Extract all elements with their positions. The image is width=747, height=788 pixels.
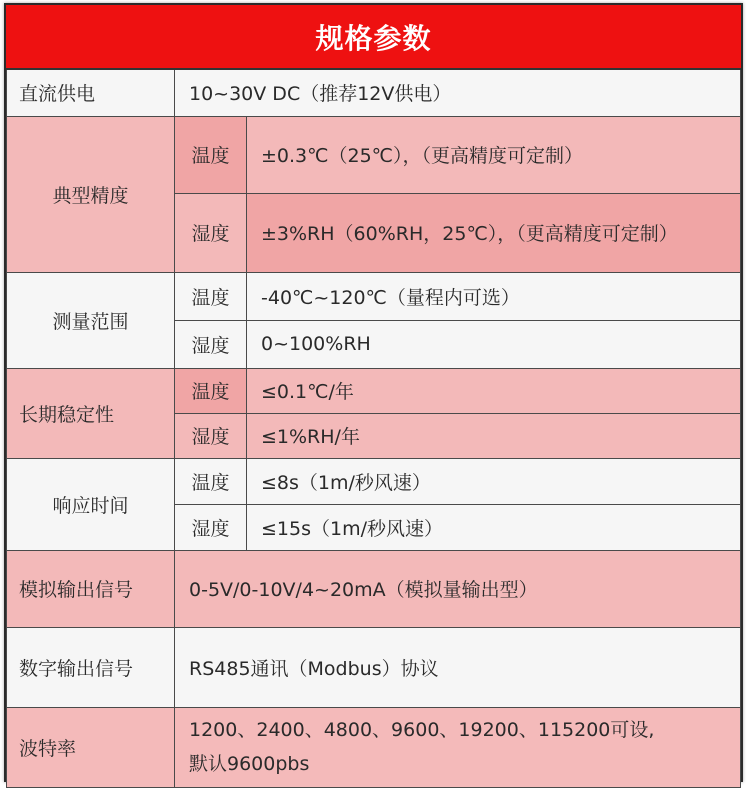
row-value-response-hum: ≤15s（1m/秒风速） xyxy=(247,504,741,550)
sub-label-hum: 湿度 xyxy=(175,193,247,272)
table-row xyxy=(7,69,741,116)
row-label-baud: 波特率 xyxy=(7,707,175,787)
sub-label-temp: 温度 xyxy=(175,368,247,413)
table-row xyxy=(7,707,741,787)
row-value-power: 10~30V DC（推荐12V供电） xyxy=(175,69,741,116)
sub-label-temp: 温度 xyxy=(175,116,247,193)
row-label-digital: 数字输出信号 xyxy=(7,627,175,707)
table-row xyxy=(7,368,741,413)
row-value-accuracy-temp: ±0.3℃（25℃），（更高精度可定制） xyxy=(247,116,741,193)
row-label-stability: 长期稳定性 xyxy=(7,368,175,458)
table-row xyxy=(7,458,741,504)
sub-label-hum: 湿度 xyxy=(175,504,247,550)
row-label-power: 直流供电 xyxy=(7,69,175,116)
table-row xyxy=(7,116,741,193)
spec-table xyxy=(6,68,741,788)
row-value-range-hum: 0~100%RH xyxy=(247,320,741,368)
sub-label-temp: 温度 xyxy=(175,272,247,320)
row-label-analog: 模拟输出信号 xyxy=(7,550,175,627)
spec-title: 规格参数 xyxy=(6,5,741,68)
sub-label-hum: 湿度 xyxy=(175,413,247,458)
row-value-stability-temp: ≤0.1℃/年 xyxy=(247,368,741,413)
spec-table-container xyxy=(4,3,743,782)
row-value-accuracy-hum: ±3%RH（60%RH，25℃），（更高精度可定制） xyxy=(247,193,741,272)
row-value-baud xyxy=(175,707,741,787)
table-row xyxy=(7,272,741,320)
row-label-range: 测量范围 xyxy=(7,272,175,368)
row-value-range-temp: -40℃~120℃（量程内可选） xyxy=(247,272,741,320)
table-row xyxy=(7,550,741,627)
sub-label-hum: 湿度 xyxy=(175,320,247,368)
baud-value-line-2: 默认9600pbs xyxy=(189,753,310,775)
row-value-analog: 0-5V/0-10V/4~20mA（模拟量输出型） xyxy=(175,550,741,627)
row-value-stability-hum: ≤1%RH/年 xyxy=(247,413,741,458)
baud-value-line-1: 1200、2400、4800、9600、19200、115200可设, xyxy=(189,719,655,741)
row-value-response-temp: ≤8s（1m/秒风速） xyxy=(247,458,741,504)
row-label-accuracy: 典型精度 xyxy=(7,116,175,272)
sub-label-temp: 温度 xyxy=(175,458,247,504)
row-label-response: 响应时间 xyxy=(7,458,175,550)
row-value-digital: RS485通讯（Modbus）协议 xyxy=(175,627,741,707)
table-row xyxy=(7,627,741,707)
